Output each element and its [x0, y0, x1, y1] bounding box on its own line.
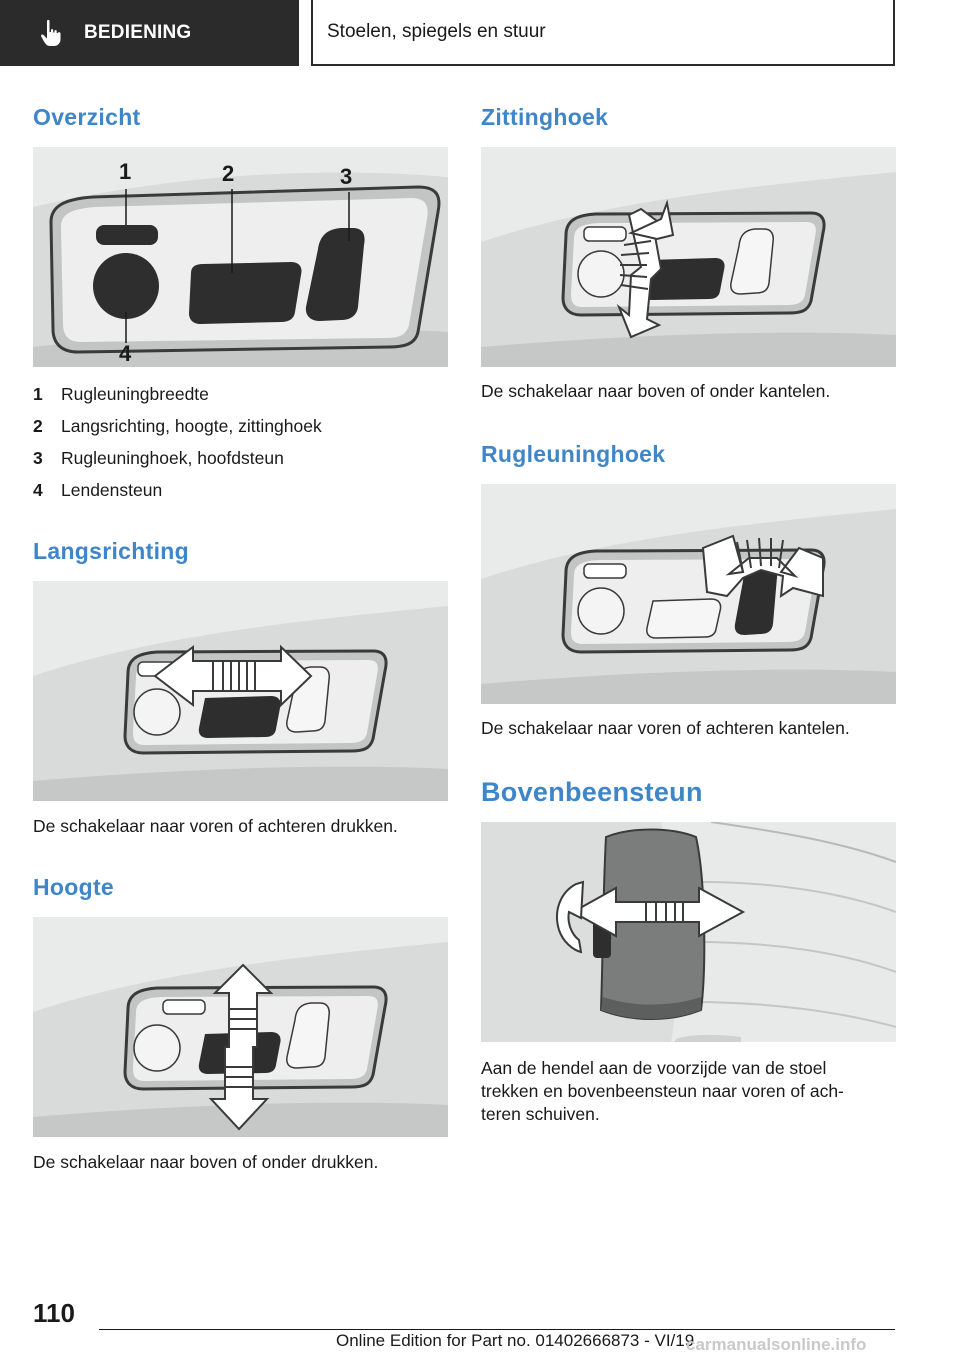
legend-list	[33, 378, 448, 506]
text-hoogte: De schakelaar naar boven of onder drukken.	[33, 1152, 379, 1172]
legend-label: Langsrichting, hoogte, zittinghoek	[61, 415, 322, 436]
photo-seat-tilt	[481, 147, 896, 367]
legend-label: Rugleuningbreedte	[61, 383, 209, 404]
callout-1: 1	[119, 159, 132, 184]
chapter-title: Stoelen, spiegels en stuur	[311, 0, 895, 66]
page-number: 110	[33, 1298, 75, 1328]
text-line: teren schuiven.	[481, 1104, 600, 1124]
photo-seat-longitudinal	[33, 581, 448, 801]
callout-2: 2	[222, 161, 235, 186]
legend-number: 3	[33, 447, 43, 468]
photo-seat-height	[33, 917, 448, 1137]
text-langsrichting: De schakelaar naar voren of achteren drukken.	[33, 816, 398, 836]
heading-langsrichting: Langsrichting	[33, 538, 189, 564]
section-title: BEDIENING	[84, 22, 192, 43]
legend-label: Rugleuninghoek, hoofdsteun	[61, 447, 284, 468]
header-section-tab	[0, 0, 299, 66]
legend-item	[33, 442, 448, 474]
text-bovenbeensteun	[481, 1057, 844, 1126]
callout-4: 4	[119, 341, 132, 366]
legend-label: Lendensteun	[61, 479, 163, 500]
legend-number: 4	[33, 479, 43, 500]
edition-text: Online Edition for Part no. 01402666873 - VI/19	[336, 1331, 695, 1350]
text-line: trekken en bovenbeensteun naar voren of ach-	[481, 1081, 844, 1101]
heading-bovenbeensteun: Bovenbeensteun	[481, 777, 703, 807]
heading-overzicht: Overzicht	[33, 104, 141, 130]
heading-rugleuninghoek: Rugleuninghoek	[481, 441, 666, 467]
callout-3: 3	[340, 164, 353, 189]
hand-pointer-icon	[40, 19, 62, 47]
photo-thigh-support	[481, 822, 896, 1042]
legend-number: 1	[33, 383, 43, 404]
text-line: Aan de hendel aan de voorzijde van de stoel	[481, 1058, 827, 1078]
photo-seat-controls-overview	[33, 147, 448, 367]
legend-item	[33, 474, 448, 506]
text-rugleuninghoek: De schakelaar naar voren of achteren kantelen.	[481, 718, 850, 738]
footer-divider	[99, 1329, 895, 1330]
text-zittinghoek: De schakelaar naar boven of onder kantelen.	[481, 381, 831, 401]
heading-hoogte: Hoogte	[33, 874, 115, 900]
legend-item	[33, 410, 448, 442]
photo-backrest-angle	[481, 484, 896, 704]
heading-zittinghoek: Zittinghoek	[481, 104, 609, 130]
legend-number: 2	[33, 415, 43, 436]
legend-item	[33, 378, 448, 410]
watermark: carmanualsonline.info	[686, 1335, 867, 1354]
